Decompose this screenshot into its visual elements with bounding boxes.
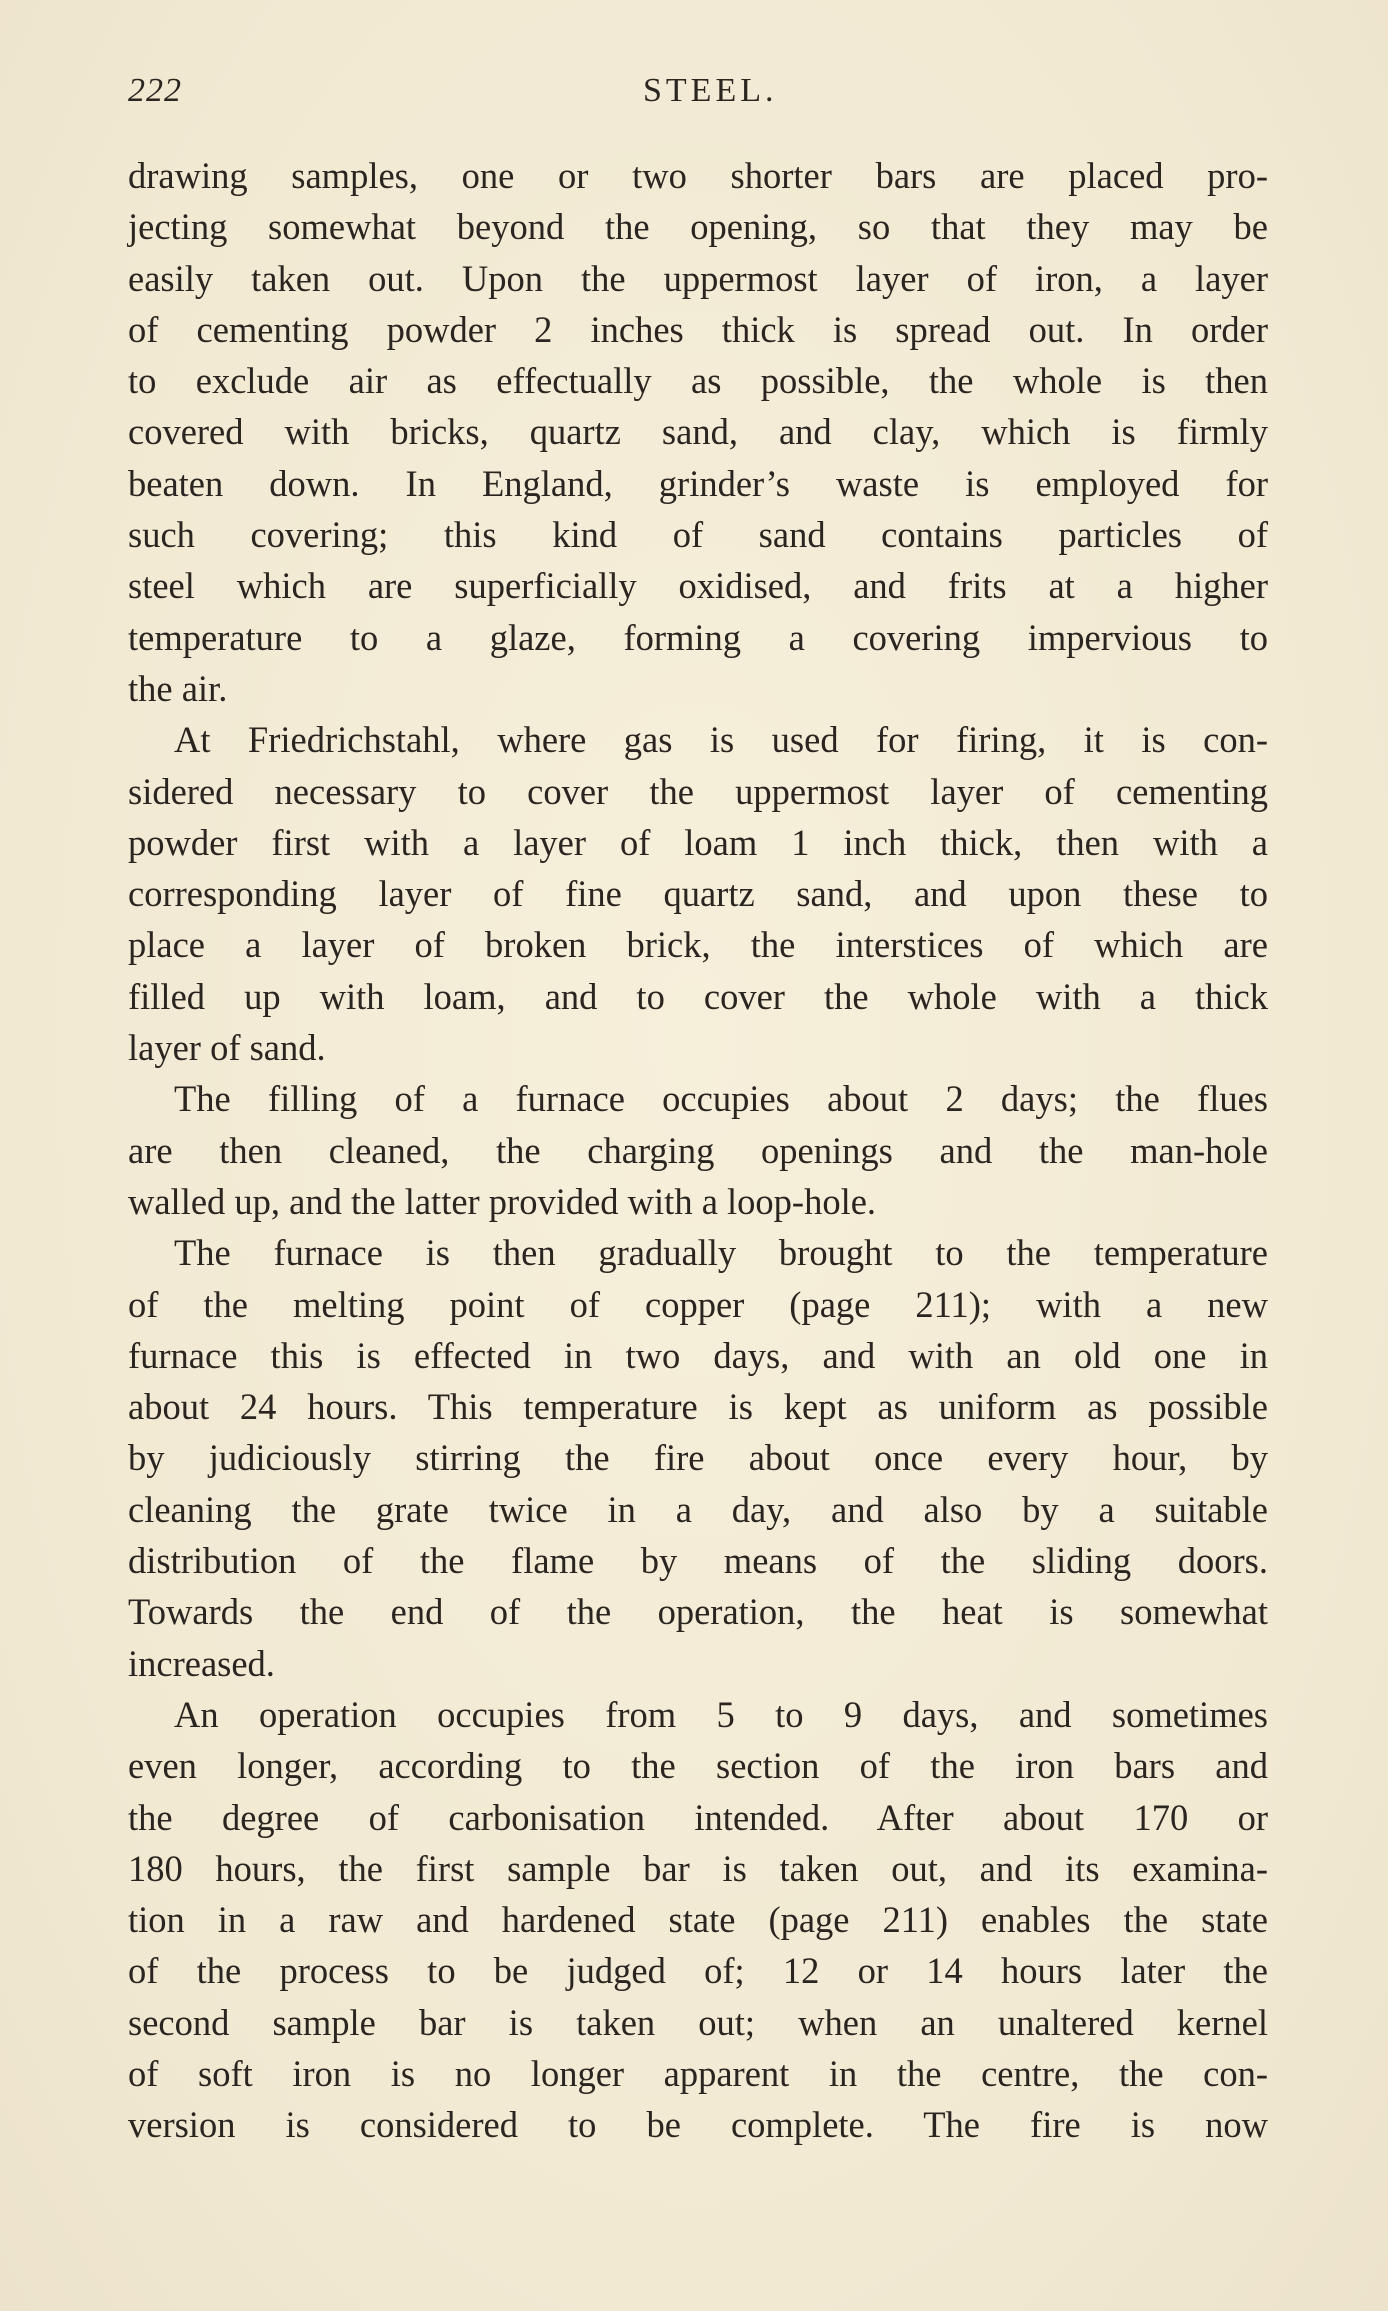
text-line: filled up with loam, and to cover the whole with a thick xyxy=(128,975,1268,1017)
text-line: The filling of a furnace occupies about 2 days; the flues xyxy=(174,1078,1268,1120)
text-line: drawing samples, one or two shorter bars are placed pro- xyxy=(128,155,1268,196)
page-number: 222 xyxy=(128,72,182,109)
text-line: of soft iron is no longer apparent in the centre, the con- xyxy=(128,2052,1268,2094)
text-line: An operation occupies from 5 to 9 days, and sometimes xyxy=(174,1693,1268,1735)
text-line: 180 hours, the first sample bar is taken out, and its examina- xyxy=(128,1847,1268,1889)
text-line: the degree of carbonisation intended. After about 170 or xyxy=(128,1796,1268,1838)
text-line: steel which are superficially oxidised, and frits at a higher xyxy=(128,565,1268,607)
text-line: furnace this is effected in two days, and with an old one in xyxy=(128,1334,1268,1376)
text-line: are then cleaned, the charging openings and the man-hole xyxy=(128,1129,1268,1171)
text-line: The furnace is then gradually brought to the temperature xyxy=(174,1232,1268,1274)
text-line: the air. xyxy=(128,667,228,709)
text-line: corresponding layer of fine quartz sand, and upon these to xyxy=(128,873,1268,915)
text-line: easily taken out. Upon the uppermost layer of iron, a layer xyxy=(128,257,1268,299)
text-line: even longer, according to the section of the iron bars and xyxy=(128,1745,1268,1787)
text-line: place a layer of broken brick, the interstices of which are xyxy=(128,924,1268,966)
text-line: increased. xyxy=(128,1642,275,1684)
text-line: temperature to a glaze, forming a covering impervious to xyxy=(128,616,1268,658)
text-line: layer of sand. xyxy=(128,1027,326,1069)
text-line: about 24 hours. This temperature is kept as uniform as possible xyxy=(128,1386,1268,1428)
body-text xyxy=(128,150,1268,2151)
text-line: tion in a raw and hardened state (page 211) enables the state xyxy=(128,1899,1268,1941)
text-line: sidered necessary to cover the uppermost layer of cementing xyxy=(128,770,1268,812)
text-line: Towards the end of the operation, the heat is somewhat xyxy=(128,1591,1268,1633)
text-line: of cementing powder 2 inches thick is spread out. In order xyxy=(128,308,1268,350)
text-line: jecting somewhat beyond the opening, so that they may be xyxy=(128,206,1268,248)
text-line: such covering; this kind of sand contains particles of xyxy=(128,514,1268,556)
running-title: STEEL. xyxy=(643,72,778,109)
text-line: beaten down. In England, grinder’s waste is employed for xyxy=(128,462,1268,504)
text-line: of the process to be judged of; 12 or 14 hours later the xyxy=(128,1950,1268,1992)
text-line: cleaning the grate twice in a day, and also by a suitable xyxy=(128,1488,1268,1530)
text-line: At Friedrichstahl, where gas is used for firing, it is con- xyxy=(174,719,1268,761)
running-head xyxy=(128,72,1268,122)
text-line: walled up, and the latter provided with a loop-hole. xyxy=(128,1180,877,1222)
text-line: second sample bar is taken out; when an unaltered kernel xyxy=(128,2001,1268,2043)
text-line: to exclude air as effectually as possible, the whole is then xyxy=(128,360,1268,402)
text-line: by judiciously stirring the fire about once every hour, by xyxy=(128,1437,1268,1479)
text-line: distribution of the flame by means of the sliding doors. xyxy=(128,1540,1268,1582)
text-line: of the melting point of copper (page 211); with a new xyxy=(128,1283,1268,1325)
text-line: version is considered to be complete. The fire is now xyxy=(128,2104,1268,2146)
text-line: powder first with a layer of loam 1 inch thick, then with a xyxy=(128,821,1268,863)
text-line: covered with bricks, quartz sand, and clay, which is firmly xyxy=(128,411,1268,453)
